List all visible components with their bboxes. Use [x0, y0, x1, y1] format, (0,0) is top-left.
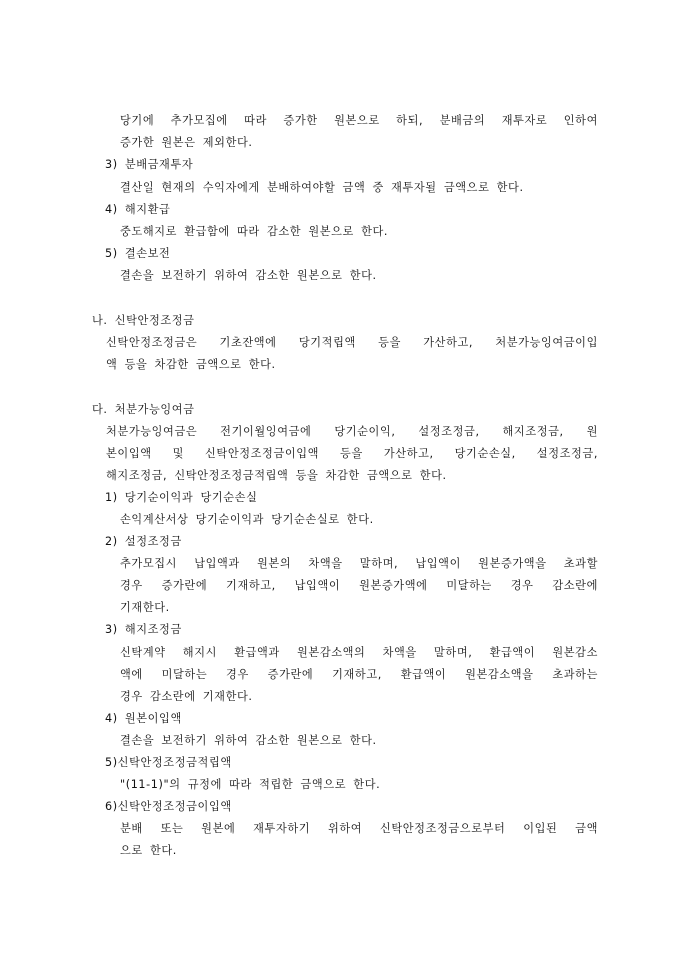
text-line: 액에 미달하는 경우 증가란에 기재하고, 환급액이 원본감소액을 초과하는 — [120, 668, 598, 681]
text-line: 신탁계약 해지시 환급액과 원본감소액의 차액을 말하며, 환급액이 원본감소 — [120, 646, 598, 659]
text-line: 으로 한다. — [120, 844, 177, 857]
text-line: 손익계산서상 당기순이익과 당기순손실로 한다. — [120, 513, 374, 526]
section-heading: 1) 당기순이익과 당기순손실 — [105, 491, 258, 504]
section-heading: 다. 처분가능잉여금 — [92, 403, 195, 416]
section-heading: 3) 해지조정금 — [105, 623, 182, 636]
section-heading: 5) 결손보전 — [105, 247, 171, 260]
section-heading: 4) 원본이입액 — [105, 712, 182, 725]
section-heading: 3) 분배금재투자 — [105, 158, 194, 171]
text-line: 분배 또는 원본에 재투자하기 위하여 신탁안정조정금으로부터 이입된 금액 — [120, 822, 598, 835]
text-line: 당기에 추가모집에 따라 증가한 원본으로 하되, 분배금의 재투자로 인하여 — [120, 114, 598, 127]
section-heading: 4) 해지환급 — [105, 203, 171, 216]
text-line: 결산일 현재의 수익자에게 분배하여야할 금액 중 재투자될 금액으로 한다. — [120, 181, 524, 194]
text-line: 경우 감소란에 기재한다. — [120, 690, 253, 703]
text-line: 추가모집시 납입액과 원본의 차액을 말하며, 납입액이 원본증가액을 초과할 — [120, 557, 598, 570]
text-line: 처분가능잉여금은 전기이월잉여금에 당기순이익, 설정조정금, 해지조정금, 원 — [106, 425, 598, 438]
section-heading: 6)신탁안정조정금이입액 — [105, 800, 232, 813]
section-heading: 나. 신탁안정조정금 — [92, 314, 195, 327]
text-line: 신탁안정조정금은 기초잔액에 당기적립액 등을 가산하고, 처분가능잉여금이입 — [106, 336, 598, 349]
text-line: 중도해지로 환급함에 따라 감소한 원본으로 한다. — [120, 225, 389, 238]
text-line: 결손을 보전하기 위하여 감소한 원본으로 한다. — [120, 269, 377, 282]
text-line: 경우 증가란에 기재하고, 납입액이 원본증가액에 미달하는 경우 감소란에 — [120, 579, 598, 592]
text-line: "(11-1)"의 규정에 따라 적립한 금액으로 한다. — [120, 778, 381, 791]
text-line: 증가한 원본은 제외한다. — [120, 136, 253, 149]
section-heading: 5)신탁안정조정금적립액 — [105, 756, 232, 769]
text-line: 해지조정금, 신탁안정조정금적립액 등을 차감한 금액으로 한다. — [106, 469, 447, 482]
text-line: 기재한다. — [120, 601, 170, 614]
text-line: 결손을 보전하기 위하여 감소한 원본으로 한다. — [120, 734, 377, 747]
text-line: 본이입액 및 신탁안정조정금이입액 등을 가산하고, 당기순손실, 설정조정금, — [106, 447, 598, 460]
section-heading: 2) 설정조정금 — [105, 535, 182, 548]
text-line: 액 등을 차감한 금액으로 한다. — [106, 358, 276, 371]
